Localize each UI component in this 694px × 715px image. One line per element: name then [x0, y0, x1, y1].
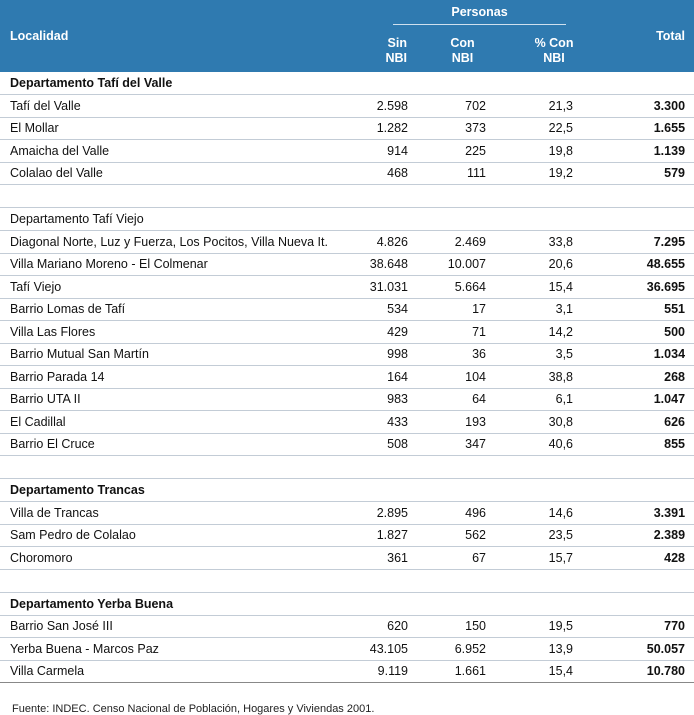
header-localidad: Localidad	[0, 0, 360, 72]
table-row	[0, 411, 694, 434]
pct-con-nbi-value: 33,8	[509, 231, 599, 254]
total-value: 36.695	[599, 276, 694, 299]
locality-name: Barrio El Cruce	[0, 433, 360, 456]
locality-name: Barrio Parada 14	[0, 366, 360, 389]
table-row	[0, 638, 694, 661]
source-note: Fuente: INDEC. Censo Nacional de Población, Hogares y Viviendas 2001.	[12, 703, 375, 715]
department-row	[0, 208, 694, 231]
header-con-nbi-line2: NBI	[451, 51, 474, 65]
sin-nbi-value: 468	[360, 162, 416, 185]
header-pct-line1: % Con	[534, 36, 574, 50]
sin-nbi-value: 361	[360, 547, 416, 570]
total-value: 50.057	[599, 638, 694, 661]
con-nbi-value: 10.007	[416, 253, 509, 276]
sin-nbi-value: 429	[360, 321, 416, 344]
sin-nbi-value: 620	[360, 615, 416, 638]
department-title: Departamento Yerba Buena	[0, 592, 694, 615]
department-row	[0, 479, 694, 502]
section-spacer	[0, 185, 694, 208]
locality-name: Barrio Lomas de Tafí	[0, 298, 360, 321]
table-header	[0, 0, 694, 72]
total-value: 551	[599, 298, 694, 321]
locality-name: Villa Las Flores	[0, 321, 360, 344]
locality-name: Yerba Buena - Marcos Paz	[0, 638, 360, 661]
sin-nbi-value: 2.895	[360, 502, 416, 525]
con-nbi-value: 104	[416, 366, 509, 389]
total-value: 428	[599, 547, 694, 570]
table-body	[0, 72, 694, 683]
total-value: 770	[599, 615, 694, 638]
total-value: 3.300	[599, 95, 694, 118]
pct-con-nbi-value: 19,2	[509, 162, 599, 185]
locality-name: Villa Carmela	[0, 660, 360, 683]
header-sin-nbi-line2: NBI	[385, 51, 407, 65]
pct-con-nbi-value: 38,8	[509, 366, 599, 389]
department-title: Departamento Tafí Viejo	[0, 208, 694, 231]
sin-nbi-value: 983	[360, 388, 416, 411]
locality-name: El Cadillal	[0, 411, 360, 434]
spacer-cell	[0, 185, 694, 208]
con-nbi-value: 5.664	[416, 276, 509, 299]
pct-con-nbi-value: 21,3	[509, 95, 599, 118]
sin-nbi-value: 914	[360, 140, 416, 163]
con-nbi-value: 193	[416, 411, 509, 434]
total-value: 2.389	[599, 524, 694, 547]
header-pct-line2: NBI	[543, 51, 565, 65]
total-value: 855	[599, 433, 694, 456]
con-nbi-value: 2.469	[416, 231, 509, 254]
total-value: 500	[599, 321, 694, 344]
pct-con-nbi-value: 40,6	[509, 433, 599, 456]
con-nbi-value: 67	[416, 547, 509, 570]
department-row	[0, 592, 694, 615]
header-pct-con-nbi	[509, 30, 599, 72]
table-row	[0, 321, 694, 344]
table-row	[0, 117, 694, 140]
locality-name: Choromoro	[0, 547, 360, 570]
locality-name: Villa de Trancas	[0, 502, 360, 525]
sin-nbi-value: 43.105	[360, 638, 416, 661]
locality-name: Barrio San José III	[0, 615, 360, 638]
locality-name: Amaicha del Valle	[0, 140, 360, 163]
header-con-nbi	[416, 30, 509, 72]
con-nbi-value: 1.661	[416, 660, 509, 683]
locality-name: Villa Mariano Moreno - El Colmenar	[0, 253, 360, 276]
con-nbi-value: 562	[416, 524, 509, 547]
department-title: Departamento Trancas	[0, 479, 694, 502]
con-nbi-value: 496	[416, 502, 509, 525]
table-row	[0, 524, 694, 547]
table-row	[0, 95, 694, 118]
locality-name: El Mollar	[0, 117, 360, 140]
locality-name: Barrio UTA II	[0, 388, 360, 411]
header-con-nbi-line1: Con	[450, 36, 475, 50]
table-row	[0, 615, 694, 638]
sin-nbi-value: 433	[360, 411, 416, 434]
con-nbi-value: 702	[416, 95, 509, 118]
department-title: Departamento Tafí del Valle	[0, 72, 694, 95]
total-value: 1.034	[599, 343, 694, 366]
total-value: 3.391	[599, 502, 694, 525]
con-nbi-value: 373	[416, 117, 509, 140]
total-value: 7.295	[599, 231, 694, 254]
section-spacer	[0, 569, 694, 592]
table-row	[0, 388, 694, 411]
pct-con-nbi-value: 6,1	[509, 388, 599, 411]
locality-name: Colalao del Valle	[0, 162, 360, 185]
table-row	[0, 276, 694, 299]
sin-nbi-value: 38.648	[360, 253, 416, 276]
sin-nbi-value: 508	[360, 433, 416, 456]
sin-nbi-value: 31.031	[360, 276, 416, 299]
con-nbi-value: 150	[416, 615, 509, 638]
con-nbi-value: 225	[416, 140, 509, 163]
sin-nbi-value: 1.827	[360, 524, 416, 547]
table-row	[0, 140, 694, 163]
locality-name: Tafí del Valle	[0, 95, 360, 118]
pct-con-nbi-value: 22,5	[509, 117, 599, 140]
sin-nbi-value: 9.119	[360, 660, 416, 683]
table-row	[0, 547, 694, 570]
spacer-cell	[0, 456, 694, 479]
locality-name: Diagonal Norte, Luz y Fuerza, Los Pocitos, Villa Nueva It.	[0, 231, 360, 254]
total-value: 10.780	[599, 660, 694, 683]
pct-con-nbi-value: 20,6	[509, 253, 599, 276]
con-nbi-value: 347	[416, 433, 509, 456]
pct-con-nbi-value: 14,6	[509, 502, 599, 525]
total-value: 626	[599, 411, 694, 434]
total-value: 268	[599, 366, 694, 389]
spacer-cell	[0, 569, 694, 592]
locality-name: Barrio Mutual San Martín	[0, 343, 360, 366]
table-row	[0, 366, 694, 389]
section-spacer	[0, 456, 694, 479]
header-personas	[360, 0, 599, 30]
pct-con-nbi-value: 15,4	[509, 276, 599, 299]
sin-nbi-value: 534	[360, 298, 416, 321]
total-value: 48.655	[599, 253, 694, 276]
locality-name: Sam Pedro de Colalao	[0, 524, 360, 547]
table-row	[0, 231, 694, 254]
sin-nbi-value: 1.282	[360, 117, 416, 140]
con-nbi-value: 64	[416, 388, 509, 411]
total-value: 579	[599, 162, 694, 185]
con-nbi-value: 17	[416, 298, 509, 321]
sin-nbi-value: 4.826	[360, 231, 416, 254]
pct-con-nbi-value: 14,2	[509, 321, 599, 344]
pct-con-nbi-value: 15,7	[509, 547, 599, 570]
total-value: 1.047	[599, 388, 694, 411]
table-row	[0, 502, 694, 525]
pct-con-nbi-value: 19,5	[509, 615, 599, 638]
sin-nbi-value: 998	[360, 343, 416, 366]
header-sin-nbi	[360, 30, 416, 72]
pct-con-nbi-value: 30,8	[509, 411, 599, 434]
con-nbi-value: 111	[416, 162, 509, 185]
con-nbi-value: 36	[416, 343, 509, 366]
sin-nbi-value: 164	[360, 366, 416, 389]
header-total: Total	[599, 0, 694, 72]
total-value: 1.655	[599, 117, 694, 140]
total-value: 1.139	[599, 140, 694, 163]
table-row	[0, 660, 694, 683]
sin-nbi-value: 2.598	[360, 95, 416, 118]
pct-con-nbi-value: 13,9	[509, 638, 599, 661]
pct-con-nbi-value: 19,8	[509, 140, 599, 163]
table-row	[0, 162, 694, 185]
header-sin-nbi-line1: Sin	[387, 36, 407, 50]
pct-con-nbi-value: 3,1	[509, 298, 599, 321]
table-row	[0, 433, 694, 456]
pct-con-nbi-value: 15,4	[509, 660, 599, 683]
locality-name: Tafí Viejo	[0, 276, 360, 299]
con-nbi-value: 71	[416, 321, 509, 344]
pct-con-nbi-value: 23,5	[509, 524, 599, 547]
table-row	[0, 343, 694, 366]
department-row	[0, 72, 694, 95]
pct-con-nbi-value: 3,5	[509, 343, 599, 366]
table-row	[0, 253, 694, 276]
header-personas-label: Personas	[393, 5, 565, 25]
table-row	[0, 298, 694, 321]
con-nbi-value: 6.952	[416, 638, 509, 661]
